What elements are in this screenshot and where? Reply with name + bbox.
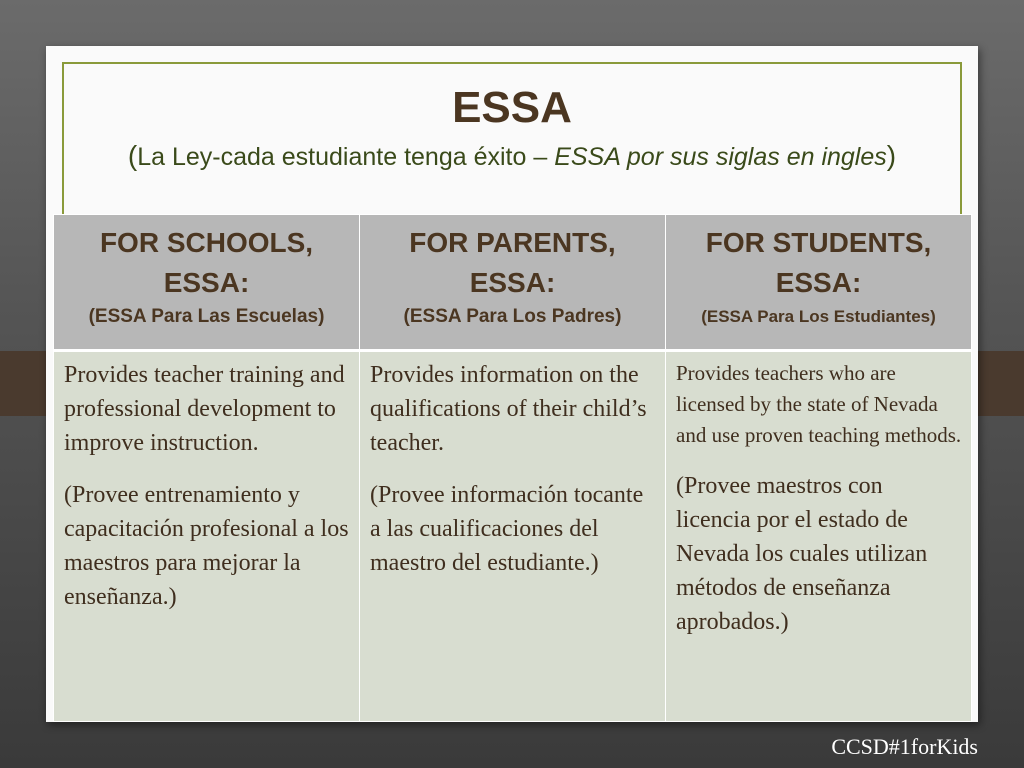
cell-english-text: Provides teacher training and professional development to improve instruction. bbox=[64, 362, 345, 456]
table-body-row bbox=[54, 351, 972, 722]
cell-schools bbox=[54, 351, 360, 722]
slide-title: ESSA bbox=[452, 83, 572, 132]
header-title: FOR SCHOOLS, ESSA: bbox=[99, 227, 314, 298]
header-title: FOR PARENTS, ESSA: bbox=[409, 227, 616, 298]
cell-students bbox=[666, 351, 972, 722]
header-parents bbox=[360, 215, 666, 351]
cell-spanish-text: (Provee información tocante a las cualificaciones del maestro del estudiante.) bbox=[370, 482, 644, 576]
header-students bbox=[666, 215, 972, 351]
cell-english-text: Provides teachers who are licensed by the state of Nevada and use proven teaching methods. bbox=[676, 361, 962, 447]
table-header-row bbox=[54, 215, 972, 351]
cell-english-text: Provides information on the qualifications of their child’s teacher. bbox=[370, 362, 647, 456]
header-subtitle: (ESSA Para Los Padres) bbox=[403, 306, 622, 327]
subtitle-close-paren: ) bbox=[886, 140, 897, 171]
cell-spanish-text: (Provee maestros con licencia por el estado de Nevada los cuales utilizan métodos de enseñanza aprobados.) bbox=[676, 473, 928, 635]
header-schools bbox=[54, 215, 360, 351]
cell-spanish-text: (Provee entrenamiento y capacitación profesional a los maestros para mejorar la enseñanza.) bbox=[64, 482, 349, 610]
cell-parents bbox=[360, 351, 666, 722]
subtitle-open-paren: ( bbox=[127, 140, 138, 171]
header-title: FOR STUDENTS, ESSA: bbox=[705, 227, 932, 298]
subtitle-italic-text: ESSA por sus siglas en ingles bbox=[554, 143, 887, 171]
header-subtitle: (ESSA Para Las Escuelas) bbox=[88, 306, 325, 327]
slide-subtitle bbox=[62, 140, 962, 173]
footer-hashtag: CCSD#1forKids bbox=[831, 734, 978, 759]
subtitle-plain-text: La Ley-cada estudiante tenga éxito – bbox=[137, 143, 555, 171]
essa-table bbox=[53, 214, 972, 722]
header-subtitle: (ESSA Para Los Estudiantes) bbox=[701, 307, 936, 326]
